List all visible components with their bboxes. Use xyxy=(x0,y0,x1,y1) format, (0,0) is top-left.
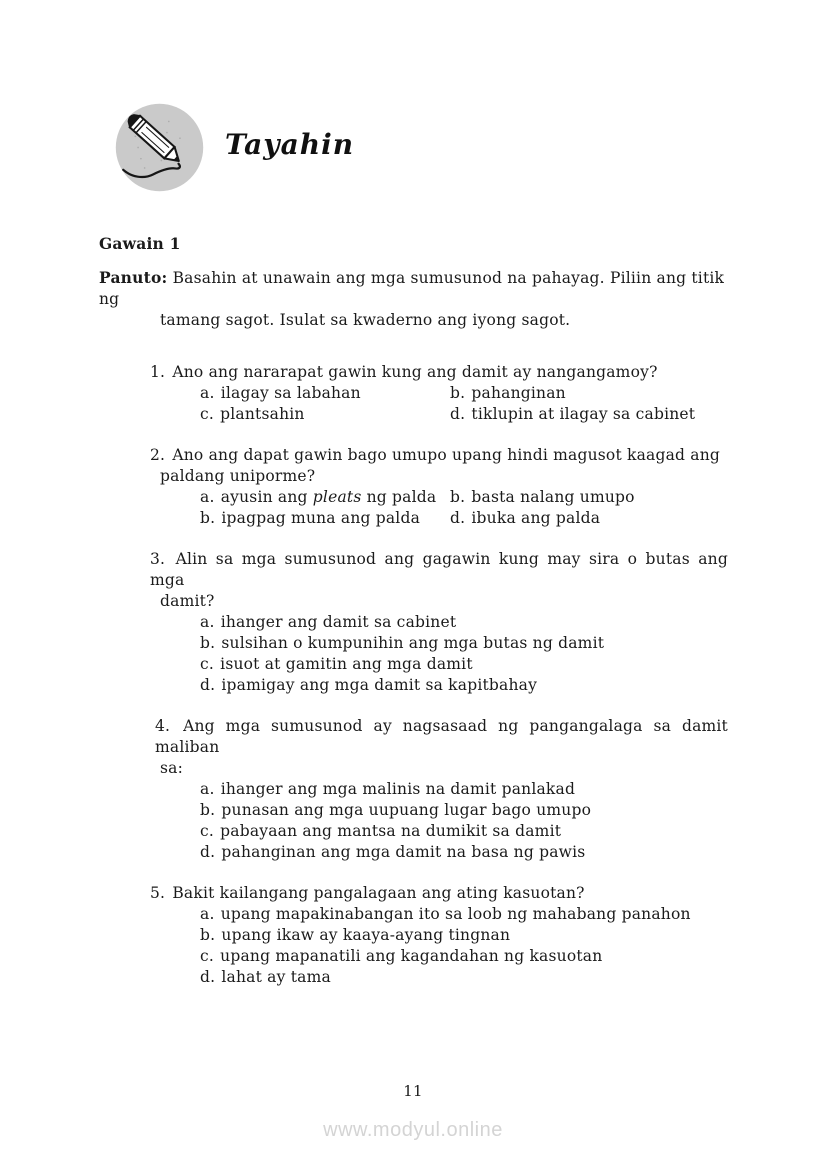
question-list xyxy=(150,362,728,988)
option-label: c. xyxy=(200,405,215,423)
question-line: damit? xyxy=(160,592,215,610)
option-label: a. xyxy=(200,613,215,631)
question-3 xyxy=(150,549,728,696)
question-number: 2. xyxy=(150,446,166,464)
option xyxy=(200,675,728,696)
question-text xyxy=(150,883,728,904)
pencil-icon xyxy=(113,101,206,194)
option-text: isuot at gamitin ang mga damit xyxy=(220,655,473,673)
options xyxy=(200,612,728,696)
option-label: d. xyxy=(450,509,466,527)
question-line: Ang mga sumusunod ay nagsasaad ng pangangalaga sa damit maliban xyxy=(155,717,728,756)
activity-heading: Gawain 1 xyxy=(99,234,181,253)
page-number: 11 xyxy=(403,1082,423,1100)
page-content xyxy=(0,233,826,1008)
option xyxy=(200,904,728,925)
option-text: upang ikaw ay kaaya-ayang tingnan xyxy=(221,926,511,944)
option xyxy=(200,633,728,654)
option-text: ayusin ang pleats ng palda xyxy=(220,488,437,506)
option-label: a. xyxy=(200,905,215,923)
option-label: a. xyxy=(200,488,215,506)
option-text: upang mapakinabangan ito sa loob ng mahabang panahon xyxy=(220,905,691,923)
option xyxy=(200,404,450,425)
option xyxy=(200,487,450,508)
question-number: 1. xyxy=(150,363,166,381)
option-text: punasan ang mga uupuang lugar bago umupo xyxy=(221,801,592,819)
option xyxy=(200,925,728,946)
option-text: ibuka ang palda xyxy=(471,509,601,527)
option xyxy=(200,821,728,842)
option-label: d. xyxy=(200,843,216,861)
option-label: a. xyxy=(200,780,215,798)
option-label: b. xyxy=(200,926,216,944)
option-label: b. xyxy=(450,488,466,506)
instructions-label: Panuto: xyxy=(99,268,168,287)
question-4 xyxy=(150,716,728,863)
question-1 xyxy=(150,362,728,425)
question-text xyxy=(150,445,728,487)
option-text: ihanger ang damit sa cabinet xyxy=(220,613,457,631)
question-number: 5. xyxy=(150,884,166,902)
question-text xyxy=(150,716,728,779)
option-text: ihanger ang mga malinis na damit panlakad xyxy=(220,780,576,798)
question-2 xyxy=(150,445,728,529)
question-text xyxy=(150,549,728,612)
option xyxy=(450,487,728,508)
question-line: paldang uniporme? xyxy=(160,467,316,485)
option-label: d. xyxy=(200,968,216,986)
option-label: a. xyxy=(200,384,215,402)
option xyxy=(200,967,728,988)
watermark: www.modyul.online xyxy=(323,1119,503,1141)
question-line: Ano ang nararapat gawin kung ang damit ay nangangamoy? xyxy=(172,363,658,381)
option-label: b. xyxy=(450,384,466,402)
question-number: 3. xyxy=(150,550,166,568)
page-header xyxy=(113,101,354,194)
question-line: Ano ang dapat gawin bago umupo upang hindi magusot kaagad ang xyxy=(172,446,721,464)
option-label: c. xyxy=(200,822,215,840)
option-text: upang mapanatili ang kagandahan ng kasuotan xyxy=(220,947,603,965)
question-line: Bakit kailangang pangalagaan ang ating kasuotan? xyxy=(172,884,585,902)
option xyxy=(200,946,728,967)
option-label: c. xyxy=(200,655,215,673)
instructions-text: Basahin at unawain ang mga sumusunod na pahayag. Piliin ang titik ng xyxy=(99,269,725,308)
option-text: pahanginan ang mga damit na basa ng pawis xyxy=(221,843,586,861)
instructions-line xyxy=(99,267,733,310)
option xyxy=(200,612,728,633)
option-text: ilagay sa labahan xyxy=(220,384,361,402)
option-text: lahat ay tama xyxy=(221,968,331,986)
option xyxy=(450,383,728,404)
option-text: pabayaan ang mantsa na dumikit sa damit xyxy=(220,822,562,840)
question-line: sa: xyxy=(160,759,184,777)
option-text: ipamigay ang mga damit sa kapitbahay xyxy=(221,676,538,694)
option-label: d. xyxy=(450,405,466,423)
options xyxy=(200,383,728,425)
option-label: d. xyxy=(200,676,216,694)
option-text: sulsihan o kumpunihin ang mga butas ng damit xyxy=(221,634,605,652)
option-text: plantsahin xyxy=(220,405,305,423)
option xyxy=(200,508,450,529)
options xyxy=(200,779,728,863)
option-text: pahanginan xyxy=(471,384,566,402)
option-text: ipagpag muna ang palda xyxy=(221,509,421,527)
question-number: 4. xyxy=(155,717,171,735)
option xyxy=(200,842,728,863)
instructions-text: tamang sagot. Isulat sa kwaderno ang iyong sagot. xyxy=(160,311,571,329)
instructions xyxy=(99,267,733,331)
option xyxy=(450,404,728,425)
option xyxy=(450,508,728,529)
options xyxy=(200,904,728,988)
option xyxy=(200,383,450,404)
options xyxy=(200,487,728,529)
option xyxy=(200,654,728,675)
option xyxy=(200,800,728,821)
option-text: tiklupin at ilagay sa cabinet xyxy=(471,405,696,423)
option-text: basta nalang umupo xyxy=(471,488,635,506)
question-text xyxy=(150,362,728,383)
option-label: b. xyxy=(200,509,216,527)
question-5 xyxy=(150,883,728,988)
option-label: b. xyxy=(200,634,216,652)
option-label: c. xyxy=(200,947,215,965)
option-label: b. xyxy=(200,801,216,819)
option xyxy=(200,779,728,800)
question-line: Alin sa mga sumusunod ang gagawin kung may sira o butas ang mga xyxy=(150,550,728,589)
page-title: Tayahin xyxy=(225,127,355,161)
